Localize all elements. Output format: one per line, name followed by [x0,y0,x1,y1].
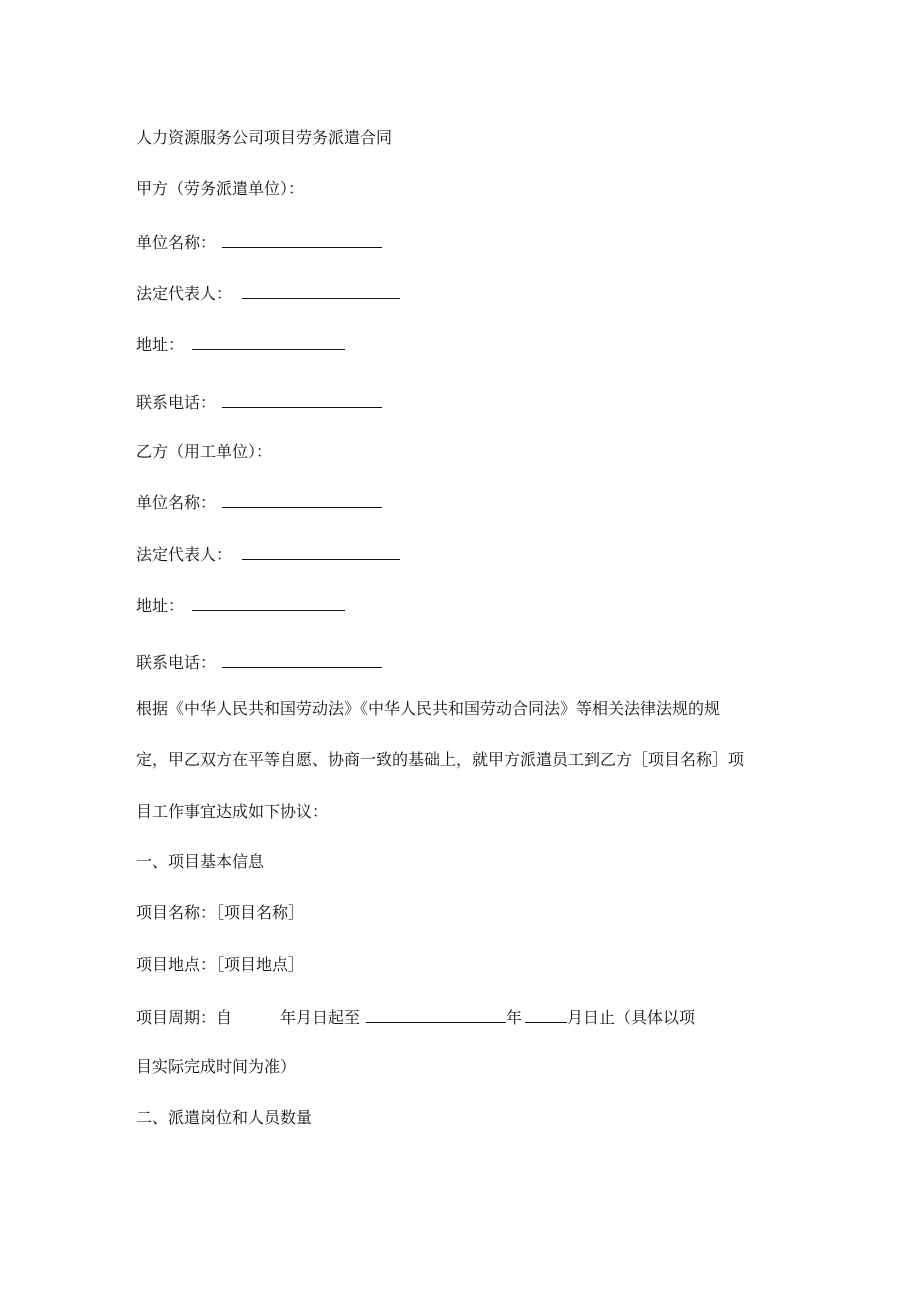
party-b-phone-label: 联系电话： [136,653,217,672]
party-b-heading: 乙方（用工单位）： [136,442,273,461]
intro-line-2: 定，甲乙双方在平等自愿、协商一致的基础上，就甲方派遣员工到乙方［项目名称］项 [136,750,745,769]
project-period-line-2: 目实际完成时间为准） [136,1057,297,1076]
party-b-address-field[interactable] [192,593,345,611]
party-b-rep-field[interactable] [242,542,400,560]
party-a-address-field[interactable] [192,332,345,350]
party-a-phone-label: 联系电话： [136,393,217,412]
intro-line-1: 根据《中华人民共和国劳动法》《中华人民共和国劳动合同法》等相关法律法规的规 [136,699,721,718]
party-a-address-row [136,332,345,356]
party-a-address-label: 地址： [136,335,185,354]
party-b-phone-row [136,650,382,674]
party-a-phone-row [136,390,382,414]
party-b-rep-row [136,542,400,566]
party-a-rep-row [136,281,400,305]
period-end-text: 月日止（具体以项 [567,1008,696,1027]
project-name-line: 项目名称：［项目名称］ [136,903,305,922]
project-period-row [136,1005,695,1029]
period-end-date-field[interactable] [366,1005,506,1023]
party-b-address-row [136,593,345,617]
party-a-name-row [136,230,382,254]
period-year-text: 年 [506,1008,523,1027]
party-b-name-row [136,490,382,514]
party-a-phone-field[interactable] [222,390,382,408]
period-start-text: 项目周期：自 [136,1008,233,1027]
party-b-rep-label: 法定代表人： [136,545,233,564]
party-a-rep-field[interactable] [242,281,400,299]
section-2-heading: 二、派遣岗位和人员数量 [136,1108,313,1127]
intro-line-3: 目工作事宜达成如下协议： [136,802,329,821]
party-a-name-field[interactable] [222,230,382,248]
party-b-name-label: 单位名称： [136,493,217,512]
party-b-name-field[interactable] [222,490,382,508]
project-location-line: 项目地点：［项目地点］ [136,955,305,974]
party-a-rep-label: 法定代表人： [136,284,233,303]
party-b-address-label: 地址： [136,596,185,615]
party-a-name-label: 单位名称： [136,233,217,252]
party-b-phone-field[interactable] [222,650,382,668]
period-mid-text: 年月日起至 [280,1008,361,1027]
document-title: 人力资源服务公司项目劳务派遣合同 [136,128,393,147]
party-a-heading: 甲方（劳务派遣单位）： [136,179,305,198]
period-month-field[interactable] [525,1005,567,1023]
section-1-heading: 一、项目基本信息 [136,852,265,871]
